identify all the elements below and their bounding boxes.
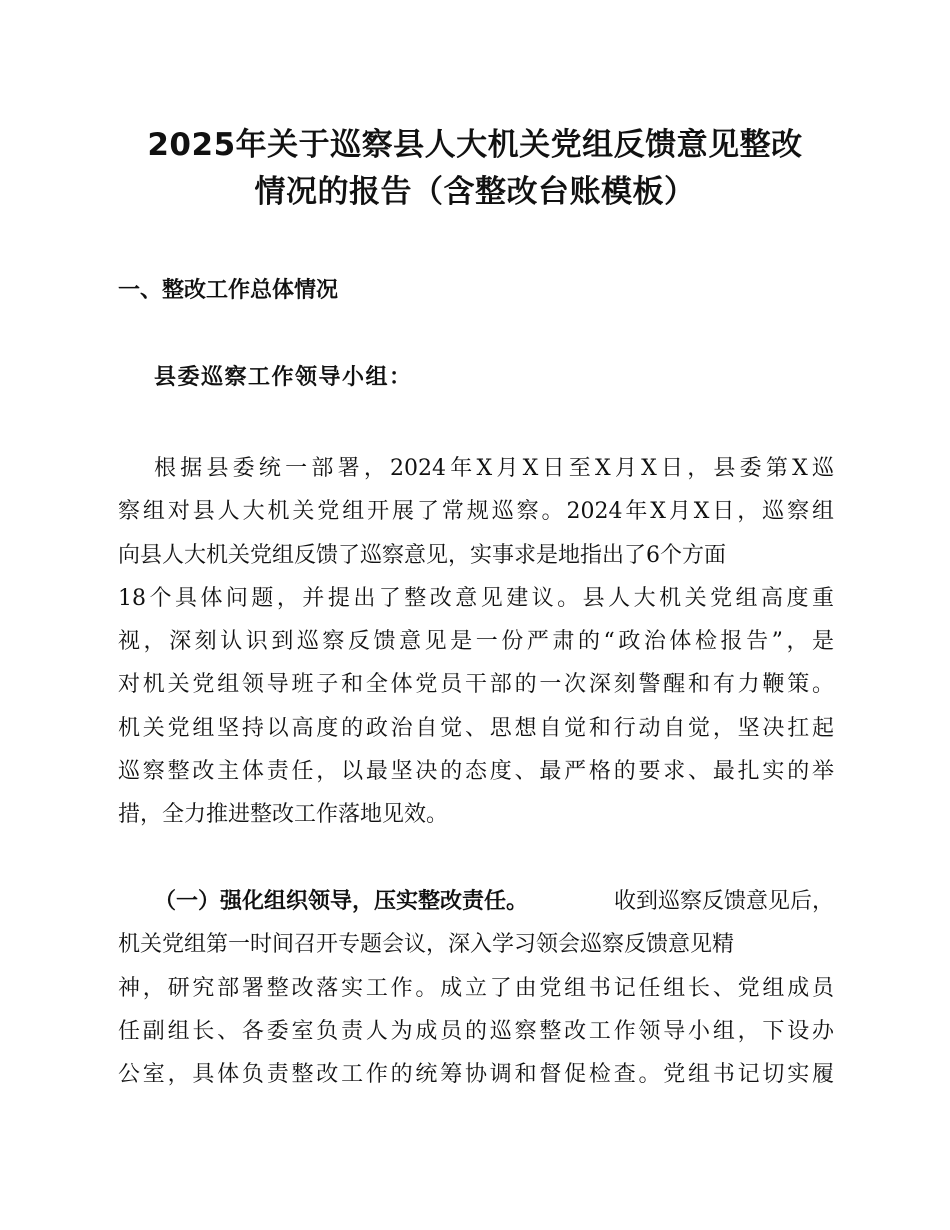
paragraph-line: 措，全力推进整改工作落地见效。: [118, 802, 449, 827]
paragraph-line: 对机关党组领导班子和全体党员干部的一次深刻警醒和有力鞭策。: [118, 672, 834, 698]
paragraph-line: 视，深刻认识到巡察反馈意见是一份严肃的“政治体检报告”，是: [118, 629, 834, 654]
paragraph-line: 机关党组第一时间召开专题会议，深入学习领会巡察反馈意见精: [118, 932, 735, 958]
paragraph-line: 神，研究部署整改落实工作。成立了由党组书记任组长、党组成员: [118, 975, 834, 1001]
title-line-2: 情况的报告（含整改台账模板）: [254, 174, 696, 210]
paragraph-line: [118, 880, 834, 923]
subsection-heading: （一）强化组织领导，压实整改责任。: [154, 889, 529, 914]
paragraph-text: 收到巡察反馈意见后，: [613, 889, 834, 914]
paragraph-line: 公室，具体负责整改工作的统筹协调和督促检查。党组书记切实履: [118, 1062, 834, 1087]
paragraph-line: 巡察整改主体责任，以最坚决的态度、最严格的要求、最扎实的举: [118, 758, 834, 784]
paragraph-line: 察组对县人大机关党组开展了常规巡察。2024年X月X日，巡察组: [118, 499, 834, 525]
paragraph-2: [118, 880, 834, 1096]
title-line-1: 2025年关于巡察县人大机关党组反馈意见整改: [147, 127, 803, 163]
paragraph-line: 任副组长、各委室负责人为成员的巡察整改工作领导小组，下设办: [118, 1018, 834, 1044]
section-heading: 一、整改工作总体情况: [118, 278, 339, 303]
paragraph-line: 向县人大机关党组反馈了巡察意见，实事求是地指出了6个方面: [118, 542, 726, 568]
document-title: [118, 122, 832, 216]
paragraph-1: [118, 447, 834, 836]
paragraph-line: 机关党组坚持以高度的政治自觉、思想自觉和行动自觉，坚决扛起: [118, 715, 834, 741]
paragraph-line: 根据县委统一部署，2024年X月X日至X月X日，县委第X巡: [154, 456, 834, 481]
paragraph-line: 18个具体问题，并提出了整改意见建议。县人大机关党组高度重: [118, 585, 834, 611]
salutation: 县委巡察工作领导小组：: [154, 364, 413, 390]
